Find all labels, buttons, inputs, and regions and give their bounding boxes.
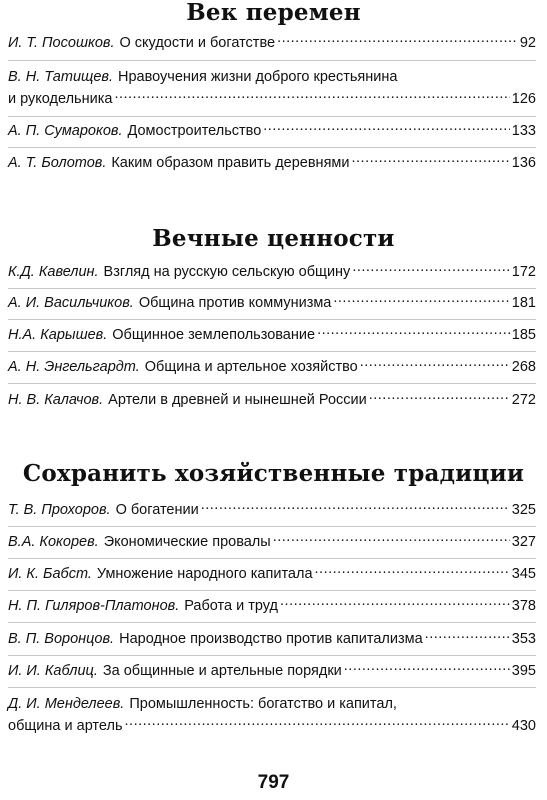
toc-entry [8, 693, 536, 737]
entry-title: Экономические провалы [103, 534, 271, 550]
toc-entry [8, 120, 536, 142]
toc-entry [8, 32, 536, 54]
entry-page-number: 395 [511, 663, 536, 679]
toc-entry [8, 389, 536, 411]
entry-title: Община и артельное хозяйство [144, 359, 358, 375]
entry-page-number: 345 [511, 566, 536, 582]
entry-page-number: 353 [511, 631, 536, 647]
entry-author: Д. И. Менделеев. [8, 696, 125, 712]
dot-leader [273, 532, 510, 547]
dot-leader [317, 325, 510, 340]
toc-entry [8, 531, 536, 553]
divider [8, 622, 536, 623]
toc-entry [8, 356, 536, 378]
entry-title: Нравоучения жизни доброго крестьянина [118, 69, 398, 85]
section-title: Вечные ценности [152, 225, 395, 252]
toc-entry [8, 499, 536, 521]
entry-author: И. И. Каблиц. [8, 663, 98, 679]
dot-leader [344, 661, 510, 676]
entry-author: Н. В. Калачов. [8, 392, 104, 408]
section-title: Век перемен [186, 0, 361, 26]
entry-page-number: 325 [511, 502, 536, 518]
entry-author: К.Д. Кавелин. [8, 264, 99, 280]
dot-leader [263, 121, 510, 136]
entry-page-number: 181 [511, 295, 536, 311]
divider [8, 590, 536, 591]
entry-title: За общинные и артельные порядки [102, 663, 342, 679]
entry-title: Каким образом править деревнями [111, 155, 350, 171]
entry-title: Артели в древней и нынешней России [108, 392, 367, 408]
entry-author: Н. П. Гиляров-Платонов. [8, 598, 180, 614]
entry-page-number: 136 [511, 155, 536, 171]
toc-entry [8, 261, 536, 283]
entry-author: Н.А. Карышев. [8, 327, 108, 343]
dot-leader [201, 500, 510, 515]
entry-title-continued: община и артель [8, 718, 123, 734]
toc-entry [8, 152, 536, 174]
entry-page-number: 133 [511, 123, 536, 139]
divider [8, 383, 536, 384]
entry-title: О богатении [115, 502, 199, 518]
entry-author: В. П. Воронцов. [8, 631, 115, 647]
entry-page-number: 378 [511, 598, 536, 614]
divider [8, 655, 536, 656]
entry-page-number: 92 [519, 35, 536, 51]
dot-leader [360, 357, 510, 372]
entry-author: В.А. Кокорев. [8, 534, 99, 550]
dot-leader [369, 390, 510, 405]
entry-author: И. Т. Посошков. [8, 35, 115, 51]
section-title: Сохранить хозяйственные традиции [22, 460, 525, 487]
entry-author: А. П. Сумароков. [8, 123, 123, 139]
entry-title: Взгляд на русскую сельскую общину [103, 264, 351, 280]
entry-author: И. К. Бабст. [8, 566, 92, 582]
entry-author: А. Н. Энгельгардт. [8, 359, 140, 375]
divider [8, 60, 536, 61]
divider [8, 687, 536, 688]
dot-leader [114, 89, 509, 104]
dot-leader [351, 153, 509, 168]
entry-page-number: 185 [511, 327, 536, 343]
toc-entry [8, 628, 536, 650]
toc-entry [8, 563, 536, 585]
entry-title-continued: и рукодельника [8, 91, 113, 107]
divider [8, 147, 536, 148]
divider [8, 558, 536, 559]
dot-leader [333, 293, 509, 308]
dot-leader [352, 262, 509, 277]
entry-title: Промышленность: богатство и капитал, [129, 696, 397, 712]
dot-leader [280, 596, 510, 611]
entry-page-number: 172 [511, 264, 536, 280]
entry-page-number: 126 [511, 91, 536, 107]
entry-title: Община против коммунизма [138, 295, 332, 311]
toc-entry [8, 66, 536, 110]
entry-page-number: 272 [511, 392, 536, 408]
page-number: 797 [257, 772, 290, 793]
divider [8, 116, 536, 117]
dot-leader [315, 564, 510, 579]
entry-page-number: 430 [511, 718, 536, 734]
toc-entry [8, 660, 536, 682]
toc-entry [8, 324, 536, 346]
entry-author: В. Н. Татищев. [8, 69, 114, 85]
dot-leader [125, 716, 510, 731]
dot-leader [425, 629, 510, 644]
toc-entry [8, 595, 536, 617]
divider [8, 351, 536, 352]
entry-title: Народное производство против капитализма [119, 631, 423, 647]
divider [8, 526, 536, 527]
entry-page-number: 327 [511, 534, 536, 550]
entry-author: А. И. Васильчиков. [8, 295, 134, 311]
entry-title: Домостроительство [127, 123, 262, 139]
entry-title: Работа и труд [184, 598, 279, 614]
dot-leader [277, 33, 518, 48]
entry-page-number: 268 [511, 359, 536, 375]
toc-entry [8, 292, 536, 314]
divider [8, 319, 536, 320]
divider [8, 288, 536, 289]
entry-title: Умножение народного капитала [96, 566, 313, 582]
entry-author: Т. В. Прохоров. [8, 502, 111, 518]
entry-author: А. Т. Болотов. [8, 155, 107, 171]
entry-title: Общинное землепользование [112, 327, 316, 343]
entry-title: О скудости и богатстве [119, 35, 276, 51]
